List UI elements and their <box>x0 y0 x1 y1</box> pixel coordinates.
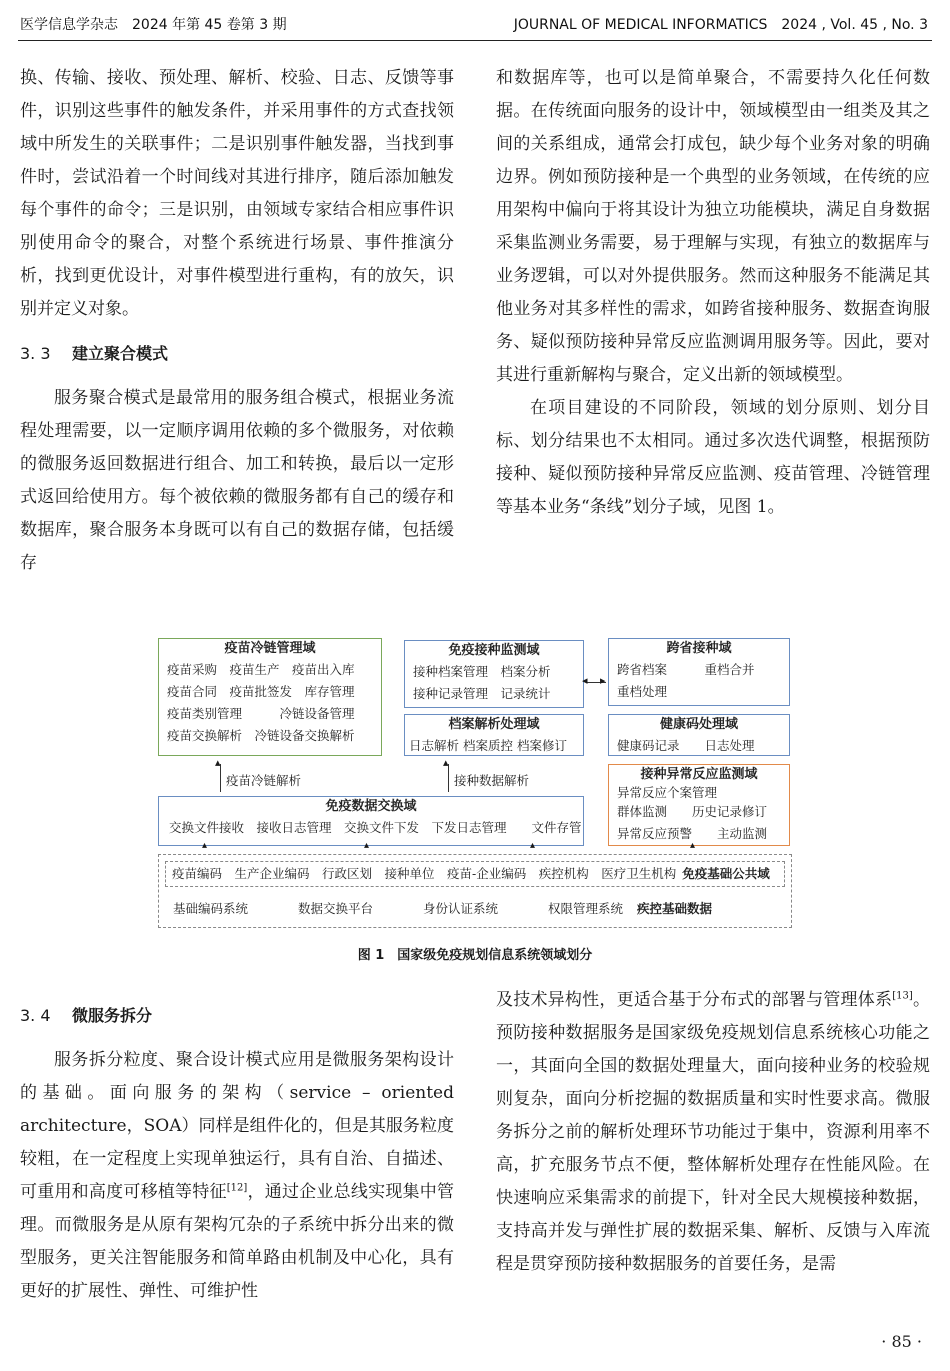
public-base-title: 免疫基础公共域 <box>682 866 770 881</box>
box-row: 疫苗类别管理 冷链设备管理 <box>167 706 355 721</box>
adverse-reaction-domain-box <box>608 764 790 846</box>
section-heading-3-4 <box>20 1002 454 1030</box>
section-number: 3. 4 <box>20 1006 51 1025</box>
section-title: 建立聚合模式 <box>72 344 169 363</box>
paragraph: 换、传输、接收、预处理、解析、校验、日志、反馈等事件，识别这些事件的触发条件，并采用事件的方式查找领域中所发生的关联事件；二是识别事件触发器，当找到事件时，尝试沿着一个时间线对其进行排序，随后添加触发每个事件的命令；三是识别，由领域专家结合相应事件识别使用命令的聚合，对整个系统进行场景、事件推演分析，找到更优设计，对事件模型进行重构，有的放矢，识别并定义对象。 <box>20 68 454 319</box>
paragraph-text: 。预防接种数据服务是国家级免疫规划信息系统核心功能之一，其面向全国的数据处理量大，面向接种业务的校验规则复杂，面向分析挖掘的数据质量和实时性要求高。微服务拆分之前的解析处理环节功能过于集中，资源利用率不高，扩充服务节点不便，整体解析处理存在性能风险。在快速响应采集需求的前提下，针对全民大规模接种数据，支持高并发与弹性扩展的数据采集、解析、反馈与入库流程是贯穿预防接种数据服务的首要任务，是需 <box>496 990 931 1274</box>
top-right-column <box>496 62 930 524</box>
paragraph <box>496 984 930 1281</box>
box-title: 疫苗冷链管理域 <box>224 641 316 656</box>
arrow-head-up: ▴ <box>690 840 696 851</box>
box-row: 群体监测 历史记录修订 <box>617 804 768 819</box>
box-row: 疫苗合同 疫苗批签发 库存管理 <box>167 684 355 699</box>
paragraph: 服务聚合模式是最常用的服务组合模式，根据业务流程处理需要，以一定顺序调用依赖的多个微服务，对依赖的微服务返回数据进行组合、加工和转换，最后以一定形式返回给使用方。每个被依赖的微服务都有自己的缓存和数据库，聚合服务本身既可以有自己的数据存储，包括缓存 <box>20 388 454 573</box>
base-systems-title: 疾控基础数据 <box>637 901 713 916</box>
box-title: 接种异常反应监测域 <box>640 767 758 782</box>
data-exchange-domain-box <box>158 796 584 846</box>
box-title: 免疫接种监测域 <box>448 643 540 658</box>
immunization-monitoring-domain-box <box>404 640 584 708</box>
box-row: 接种记录管理 记录统计 <box>413 686 551 701</box>
citation-13[interactable]: [13] <box>892 990 913 1002</box>
cross-province-domain-box <box>608 638 790 706</box>
journal-header-right: JOURNAL OF MEDICAL INFORMATICS 2024 , Vol. 45 , No. 3 <box>513 17 928 33</box>
public-base-row <box>166 862 784 886</box>
base-systems-items: 基础编码系统 数据交换平台 身份认证系统 权限管理系统 <box>173 901 624 916</box>
bottom-left-column <box>20 996 454 1308</box>
box-row: 重档处理 <box>617 684 668 699</box>
public-base-items: 疫苗编码 生产企业编码 行政区划 接种单位 疫苗-企业编码 疾控机构 医疗卫生机构 <box>172 866 677 881</box>
base-layer-box <box>158 854 792 928</box>
bottom-right-column <box>496 984 930 1281</box>
public-base-domain-box <box>165 861 785 887</box>
paragraph-text: 及技术异构性，更适合基于分布式的部署与管理体系 <box>496 990 893 1010</box>
vaccination-data-parse-label: 接种数据解析 <box>454 773 530 788</box>
box-title: 跨省接种域 <box>666 641 732 656</box>
section-number: 3. 3 <box>20 344 51 363</box>
paragraph-text: ，通过企业总线实现集中管理。而微服务是从原有架构冗杂的子系统中拆分出来的微型服务，更关注智能服务和简单路由机制及中心化，具有更好的扩展性、弹性、可维护性 <box>20 1182 454 1301</box>
box-row: 跨省档案 重档合并 <box>617 662 755 677</box>
section-title: 微服务拆分 <box>72 1006 153 1025</box>
section-heading-3-3 <box>20 340 454 368</box>
figure-caption: 图 1 国家级免疫规划信息系统领域划分 <box>357 948 593 963</box>
box-row: 健康码记录 日志处理 <box>617 738 755 753</box>
box-title: 健康码处理域 <box>659 717 738 732</box>
health-code-domain-box <box>608 714 790 756</box>
archive-parsing-domain-box <box>404 714 584 756</box>
box-title: 免疫数据交换域 <box>325 799 417 814</box>
arrow-head-up: ▴ <box>364 840 370 851</box>
arrow-head-right: ▸ <box>600 674 606 687</box>
arrow-head-up: ▴ <box>530 840 536 851</box>
arrow-head-up: ▴ <box>443 756 449 769</box>
header-rule <box>18 40 932 41</box>
base-systems-row <box>165 897 712 921</box>
journal-header-left: 医学信息学杂志 2024 年第 45 卷第 3 期 <box>20 17 287 33</box>
box-row: 异常反应个案管理 <box>617 785 718 800</box>
arrow-head-left: ◂ <box>582 674 588 687</box>
arrow-head-up: ▴ <box>215 756 221 769</box>
box-row: 疫苗采购 疫苗生产 疫苗出入库 <box>167 662 355 677</box>
cold-chain-parse-label: 疫苗冷链解析 <box>226 773 302 788</box>
box-row: 接种档案管理 档案分析 <box>413 664 551 679</box>
paragraph: 在项目建设的不同阶段，领域的划分原则、划分目标、划分结果也不太相同。通过多次迭代调整，根据预防接种、疑似预防接种异常反应监测、疫苗管理、冷链管理等基本业务“条线”划分子域，见图 1。 <box>496 398 930 517</box>
paragraph <box>20 1044 454 1308</box>
page-number: · 85 · <box>881 1332 922 1351</box>
arrow-head-up: ▴ <box>202 840 208 851</box>
box-row: 日志解析 档案质控 档案修订 <box>409 738 567 753</box>
domain-division-figure <box>158 636 792 930</box>
paragraph-text: 服务拆分粒度、聚合设计模式应用是微服务架构设计的基础。面向服务的架构（service – oriented architecture，SOA）同样是组件化的，但是其服务粒度较粗，在一定程度上实现单独运行，具有自治、自描述、可重用和高度可移植等特征 <box>20 1050 454 1202</box>
cold-chain-domain-box <box>158 638 382 756</box>
citation-12[interactable]: [12] <box>226 1182 248 1194</box>
box-row: 疫苗交换解析 冷链设备交换解析 <box>167 728 355 743</box>
box-title: 档案解析处理域 <box>448 717 540 732</box>
box-row: 交换文件接收 接收日志管理 交换文件下发 下发日志管理 文件存管 <box>169 820 582 835</box>
box-row: 异常反应预警 主动监测 <box>617 826 768 841</box>
paragraph: 和数据库等，也可以是简单聚合，不需要持久化任何数据。在传统面向服务的设计中，领域模型由一组类及其之间的关系组成，通常会打成包，缺少每个业务对象的明确边界。例如预防接种是一个典型的业务领域，在传统的应用架构中偏向于将其设计为独立功能模块，满足自身数据采集监测业务需要，易于理解与实现，有独立的数据库与业务逻辑，可以对外提供服务。然而这种服务不能满足其他业务对其多样性的需求，如跨省接种服务、数据查询服务、疑似预防接种异常反应监测调用服务等。因此，要对其进行重新解构与聚合，定义出新的领域模型。 <box>496 68 930 385</box>
top-left-column <box>20 62 454 580</box>
